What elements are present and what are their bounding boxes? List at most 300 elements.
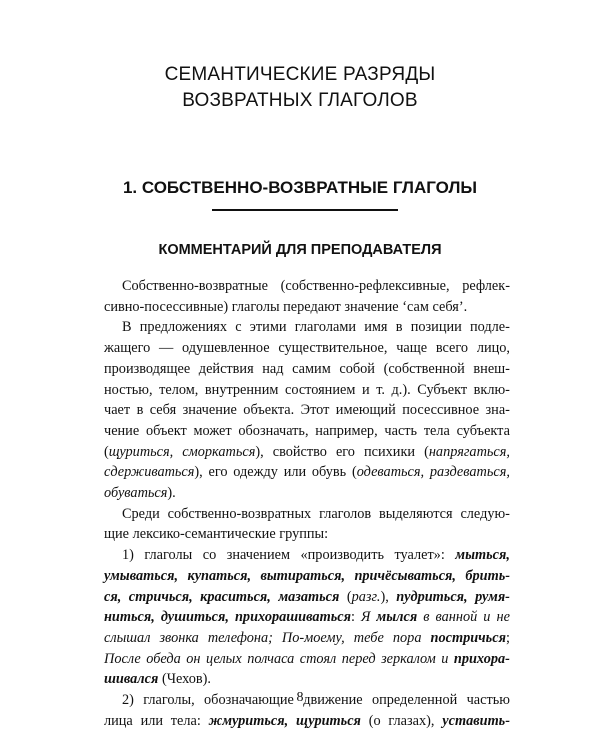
word: [454, 649, 510, 670]
paragraph-line: [104, 400, 510, 421]
text-run: подле-: [470, 319, 510, 336]
word: [168, 504, 312, 525]
italic-text: телефона;: [207, 629, 273, 646]
word: [144, 545, 192, 566]
word: [278, 338, 387, 359]
word: [336, 442, 355, 463]
paragraph-line: [104, 338, 510, 359]
text-run: предложениях: [139, 319, 227, 336]
word: [206, 649, 242, 670]
word: [146, 421, 187, 442]
italic-text: зеркалом: [381, 650, 436, 667]
text-run: —: [159, 340, 174, 357]
word: [137, 400, 144, 421]
italic-text: не: [496, 609, 510, 626]
word: [278, 587, 339, 608]
word: [208, 628, 273, 649]
paragraph-line: [104, 359, 510, 380]
text-run: 2): [122, 692, 134, 709]
text-run: жащего: [104, 340, 151, 357]
verb-example: стричься,: [128, 588, 193, 605]
text-run: (: [346, 588, 352, 605]
text-run: над: [262, 360, 284, 377]
verb-example: причёсываться,: [354, 567, 456, 584]
word: [433, 297, 468, 318]
italic-text: сдерживаться: [104, 464, 195, 481]
text-run: глаголами: [294, 319, 357, 336]
text-run: щие: [104, 526, 130, 543]
word: [396, 338, 427, 359]
word: [470, 317, 510, 338]
italic-text: и: [441, 650, 449, 667]
paragraph-line: [104, 297, 510, 318]
verb-example: ся,: [104, 588, 122, 605]
text-run: лексико-семантические: [132, 526, 276, 543]
text-run: действия: [198, 360, 254, 377]
paragraph-line: [104, 711, 510, 732]
text-run: Субъект: [417, 381, 468, 398]
text-run: (: [104, 443, 109, 460]
word: [171, 711, 201, 732]
word: [182, 442, 263, 463]
word: [260, 566, 345, 587]
body-text: [104, 276, 510, 731]
text-run: объект: [145, 422, 187, 439]
verb-example: умываться,: [104, 567, 179, 584]
word: [129, 587, 193, 608]
word: [279, 524, 328, 545]
text-run: чает: [104, 402, 131, 419]
paragraph-line: [104, 276, 510, 297]
verb-example: щуриться: [295, 712, 361, 729]
text-run: глазах),: [388, 712, 435, 729]
word: [436, 338, 468, 359]
section-divider-rule: [212, 209, 398, 211]
paragraph-line: [104, 566, 510, 587]
text-run: свойство: [272, 443, 327, 460]
word: [159, 380, 198, 401]
paragraph-line: [104, 649, 510, 670]
word: [396, 587, 467, 608]
italic-text: и: [483, 609, 491, 626]
text-run: ),: [380, 588, 389, 605]
word: [393, 628, 422, 649]
word: [312, 462, 346, 483]
word: [474, 380, 510, 401]
text-run: ).: [167, 485, 176, 502]
word: [209, 711, 289, 732]
word: [141, 711, 163, 732]
word: [104, 400, 130, 421]
word: [187, 566, 251, 587]
word: [473, 359, 510, 380]
text-run: :: [350, 609, 355, 626]
text-run: или: [283, 464, 307, 481]
word: [442, 711, 510, 732]
text-run: внеш-: [473, 360, 510, 377]
word: [104, 711, 133, 732]
word: [122, 504, 160, 525]
word: [122, 545, 134, 566]
word: [455, 545, 510, 566]
italic-text: он: [186, 650, 201, 667]
word: [354, 628, 384, 649]
text-run: обувь: [311, 464, 347, 481]
word: [104, 297, 228, 318]
word: [396, 317, 403, 338]
word: [342, 649, 376, 670]
word: [362, 380, 370, 401]
word: [475, 587, 510, 608]
italic-text: Я: [360, 609, 371, 626]
word: [460, 504, 510, 525]
word: [199, 359, 254, 380]
word: [186, 649, 200, 670]
italic-text: щуриться,: [108, 443, 174, 460]
text-run: одушевленное: [182, 340, 270, 357]
text-run: передают: [283, 298, 341, 315]
text-run: производящее: [104, 360, 191, 377]
text-run: глаголы: [231, 298, 280, 315]
word: [369, 711, 381, 732]
verb-example: мыться,: [455, 547, 510, 564]
paragraph-line: [104, 524, 510, 545]
italic-text: По-моему,: [281, 629, 345, 646]
italic-text: целых: [205, 650, 242, 667]
text-run: (собственной: [383, 360, 465, 377]
word: [376, 380, 385, 401]
word: [162, 669, 211, 690]
word: [159, 628, 198, 649]
paragraph-line: [104, 442, 510, 463]
word: [301, 545, 384, 566]
word: [388, 711, 434, 732]
verb-example: прихора-: [453, 650, 510, 667]
section-title: 1. СОБСТВЕННО-ВОЗВРАТНЫЕ ГЛАГОЛЫ: [122, 178, 478, 197]
word: [262, 359, 283, 380]
word: [483, 607, 490, 628]
text-run: лица: [104, 712, 133, 729]
word: [140, 317, 227, 338]
word: [104, 380, 153, 401]
text-run: ‘сам: [402, 298, 429, 315]
text-run: т.: [376, 381, 385, 398]
word: [344, 297, 398, 318]
word: [352, 462, 424, 483]
text-run: этими: [249, 319, 287, 336]
text-run: вклю-: [473, 381, 510, 398]
word: [250, 317, 287, 338]
text-run: и: [361, 381, 370, 398]
text-run: всего: [435, 340, 469, 357]
verb-example: жмуриться,: [208, 712, 289, 729]
word: [104, 566, 178, 587]
word: [243, 400, 294, 421]
text-run: значение: [182, 402, 237, 419]
italic-text: обеда: [146, 650, 181, 667]
word: [379, 504, 453, 525]
text-run: значение: [344, 298, 399, 315]
italic-text: слышал: [104, 629, 151, 646]
text-run: психики: [364, 443, 416, 460]
text-run: объекта.: [243, 402, 295, 419]
text-run: «производить: [300, 547, 384, 564]
text-run: телом,: [159, 381, 199, 398]
italic-text: в: [423, 609, 430, 626]
word: [104, 462, 203, 483]
word: [282, 628, 345, 649]
word: [161, 607, 229, 628]
word: [104, 587, 121, 608]
italic-text: обуваться: [104, 485, 168, 502]
word: [384, 359, 465, 380]
italic-text: напрягаться,: [428, 443, 510, 460]
word: [295, 317, 356, 338]
text-run: в: [136, 402, 144, 419]
word: [104, 421, 139, 442]
text-run: (: [351, 464, 357, 481]
text-run: д.).: [391, 381, 411, 398]
text-run: посессивное: [402, 402, 480, 419]
text-run: определенной: [371, 692, 458, 709]
paragraph-line: [104, 628, 510, 649]
text-run: зна-: [485, 402, 510, 419]
word: [300, 649, 337, 670]
text-run: может: [193, 422, 232, 439]
word: [104, 669, 158, 690]
text-run: чение: [104, 422, 140, 439]
word: [424, 442, 510, 463]
word: [203, 545, 217, 566]
text-run: группы:: [279, 526, 329, 543]
word: [232, 297, 280, 318]
word: [361, 607, 370, 628]
word: [497, 607, 510, 628]
text-run: себя’.: [432, 298, 468, 315]
word: [235, 607, 355, 628]
text-run: субъекта: [456, 422, 510, 439]
text-run: глаголы: [144, 547, 193, 564]
paragraph-line: [104, 483, 510, 504]
word: [423, 607, 429, 628]
text-run: существительное,: [278, 340, 388, 357]
verb-example: мылся: [376, 609, 418, 626]
word: [146, 649, 181, 670]
word: [104, 607, 155, 628]
word: [315, 421, 377, 442]
word: [301, 400, 330, 421]
text-run: движение: [303, 692, 363, 709]
text-run: следую-: [460, 505, 510, 522]
word: [402, 297, 429, 318]
word: [104, 442, 173, 463]
text-run: рефлек-: [462, 278, 510, 294]
italic-text: разг.: [351, 588, 381, 605]
text-run: его: [208, 464, 228, 481]
text-run: выделяются: [379, 505, 453, 522]
chapter-title-line-2: ВОЗВРАТНЫХ ГЛАГОЛОВ: [182, 90, 418, 111]
chapter-title-line-1: СЕМАНТИЧЕСКИЕ РАЗРЯДЫ: [164, 64, 436, 85]
verb-example: пудриться,: [396, 588, 468, 605]
word: [209, 462, 228, 483]
text-run: например,: [315, 422, 378, 439]
word: [402, 400, 479, 421]
paragraph-line: [104, 587, 510, 608]
paragraph-line: [104, 462, 510, 483]
paragraph-line: [104, 421, 510, 442]
word: [364, 317, 387, 338]
text-run: внутренним: [204, 381, 279, 398]
verb-example: купаться,: [187, 567, 252, 584]
word: [319, 504, 371, 525]
paragraph-line: [104, 504, 510, 525]
word: [284, 462, 306, 483]
verb-example: румя-: [475, 588, 510, 605]
word: [247, 649, 294, 670]
word: [233, 462, 278, 483]
word: [104, 338, 150, 359]
word: [417, 380, 467, 401]
text-run: Среди: [122, 505, 160, 522]
paragraph-line: [104, 317, 510, 338]
text-run: самим: [292, 360, 331, 377]
word: [392, 380, 411, 401]
verb-example: душиться,: [160, 609, 229, 626]
italic-text: стоял: [299, 650, 337, 667]
word: [235, 317, 241, 338]
verb-example: мазаться: [278, 588, 340, 605]
text-run: или: [140, 712, 163, 729]
word: [436, 607, 478, 628]
text-run: (Чехов).: [161, 671, 211, 688]
word: [281, 276, 450, 297]
word: [431, 628, 510, 649]
chapter-title: [0, 62, 600, 114]
word: [465, 566, 510, 587]
text-run: лицо,: [476, 340, 510, 357]
text-run: (: [424, 443, 429, 460]
word: [441, 649, 448, 670]
word: [424, 421, 450, 442]
text-run: глаголов: [319, 505, 372, 522]
word: [347, 587, 389, 608]
text-run: ),: [255, 443, 264, 460]
italic-text: сморкаться: [182, 443, 256, 460]
paragraph-line: [104, 669, 510, 690]
paragraph-line: [104, 607, 510, 628]
text-run: с: [235, 319, 242, 336]
verb-example: постричься: [430, 629, 506, 646]
word: [477, 338, 510, 359]
verb-example: прихорашиваться: [234, 609, 351, 626]
italic-text: раздеваться,: [429, 464, 510, 481]
word: [339, 359, 375, 380]
text-run: имя: [364, 319, 388, 336]
word: [150, 400, 176, 421]
word: [457, 421, 510, 442]
word: [285, 380, 355, 401]
word: [381, 649, 436, 670]
word: [292, 359, 331, 380]
page-number: 8: [296, 690, 304, 705]
word: [283, 297, 341, 318]
word: [104, 524, 129, 545]
word: [122, 317, 132, 338]
word: [430, 462, 510, 483]
text-run: обозначать,: [238, 422, 309, 439]
verb-example: вытираться,: [260, 567, 346, 584]
text-run: глаголы,: [143, 692, 195, 709]
paragraph-line: [104, 545, 510, 566]
text-run: частью: [466, 692, 510, 709]
text-run: (о: [368, 712, 381, 729]
word: [462, 276, 510, 297]
word: [159, 338, 173, 359]
paragraph-line: [104, 380, 510, 401]
word: [238, 421, 308, 442]
teacher-commentary-heading: КОММЕНТАРИЙ ДЛЯ ПРЕПОДАВАТЕЛЯ: [158, 242, 442, 258]
word: [133, 524, 276, 545]
text-run: со: [202, 547, 217, 564]
word: [486, 400, 510, 421]
verb-example: уставить-: [442, 712, 510, 729]
italic-text: пора: [392, 629, 422, 646]
word: [364, 442, 415, 463]
word: [104, 359, 190, 380]
text-run: позиции: [410, 319, 462, 336]
text-run: тела:: [170, 712, 201, 729]
word: [104, 628, 150, 649]
text-run: в: [395, 319, 403, 336]
italic-text: звонка: [159, 629, 199, 646]
word: [296, 711, 361, 732]
text-run: В: [122, 319, 132, 336]
text-run: имеющий: [335, 402, 396, 419]
word: [200, 587, 271, 608]
italic-text: тебе: [353, 629, 384, 646]
text-run: тела: [423, 422, 450, 439]
word: [376, 607, 417, 628]
word: [205, 380, 278, 401]
word: [411, 317, 462, 338]
text-run: собой: [339, 360, 375, 377]
word: [384, 421, 417, 442]
text-run: чаще: [396, 340, 428, 357]
verb-example: краситься,: [200, 588, 271, 605]
text-run: Собственно-возвратные: [122, 278, 268, 294]
word: [273, 442, 327, 463]
italic-text: После: [104, 650, 141, 667]
word: [336, 400, 396, 421]
text-run: Этот: [300, 402, 330, 419]
text-run: одежду: [233, 464, 278, 481]
text-run: 1): [122, 547, 134, 564]
word: [227, 545, 290, 566]
text-run: обозначающие: [204, 692, 294, 709]
word: [104, 649, 141, 670]
italic-text: полчаса: [247, 650, 295, 667]
text-run: собственно-возвратных: [167, 505, 312, 522]
text-run: часть: [384, 422, 418, 439]
text-run: себя: [149, 402, 177, 419]
italic-text: перед: [341, 650, 376, 667]
text-run: туалет»:: [394, 547, 445, 564]
text-run: ),: [194, 464, 203, 481]
word: [183, 400, 237, 421]
text-run: ностью,: [104, 381, 153, 398]
word: [194, 421, 232, 442]
text-run: (собственно-рефлексивные,: [280, 278, 450, 294]
